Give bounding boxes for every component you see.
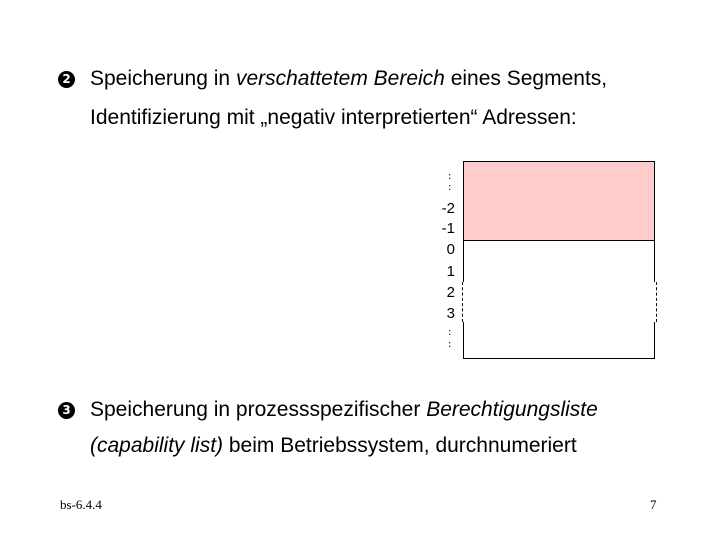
bullet-3-text-pre: Speicherung in prozessspezifischer (90, 398, 427, 421)
bullet-3-text-post: beim Betriebssystem, durchnumeriert (223, 434, 577, 457)
address-label-minus-1: -1 (441, 220, 455, 237)
bullet-2-marker: 2 (58, 71, 75, 88)
bullet-2-line-1 (90, 67, 607, 91)
address-label-1: 1 (446, 263, 455, 280)
bullet-2-text-emphasis: verschattetem Bereich (235, 67, 445, 90)
top-ellipsis-2: : (448, 182, 452, 193)
address-label-2: 2 (446, 284, 455, 301)
bullet-3-marker: 3 (58, 402, 75, 419)
left-dashed-gap (462, 282, 466, 322)
bottom-ellipsis-2: : (448, 339, 452, 350)
address-label-minus-2: -2 (441, 200, 455, 217)
footer-slide-id: bs-6.4.4 (60, 497, 102, 512)
bullet-3-text-emphasis: Berechtigungsliste (426, 398, 598, 421)
bullet-2-line-2: Identifizierung mit „negativ interpretierten“ Adressen: (90, 106, 577, 129)
bullet-3-text-emphasis-2: (capability list) (90, 434, 224, 457)
bullet-3-line-2 (90, 434, 577, 458)
bullet-2-text-pre: Speicherung in (90, 67, 236, 90)
right-dashed-gap (653, 282, 657, 322)
top-ellipsis: : (448, 171, 452, 182)
bullet-3-line-1 (90, 398, 598, 422)
shadowed-area (463, 161, 655, 241)
address-label-0: 0 (446, 241, 455, 258)
address-label-3: 3 (446, 305, 455, 322)
bullet-2-text-post: eines Segments, (444, 67, 608, 90)
bottom-ellipsis: : (448, 327, 452, 338)
footer-page-number: 7 (650, 497, 657, 512)
